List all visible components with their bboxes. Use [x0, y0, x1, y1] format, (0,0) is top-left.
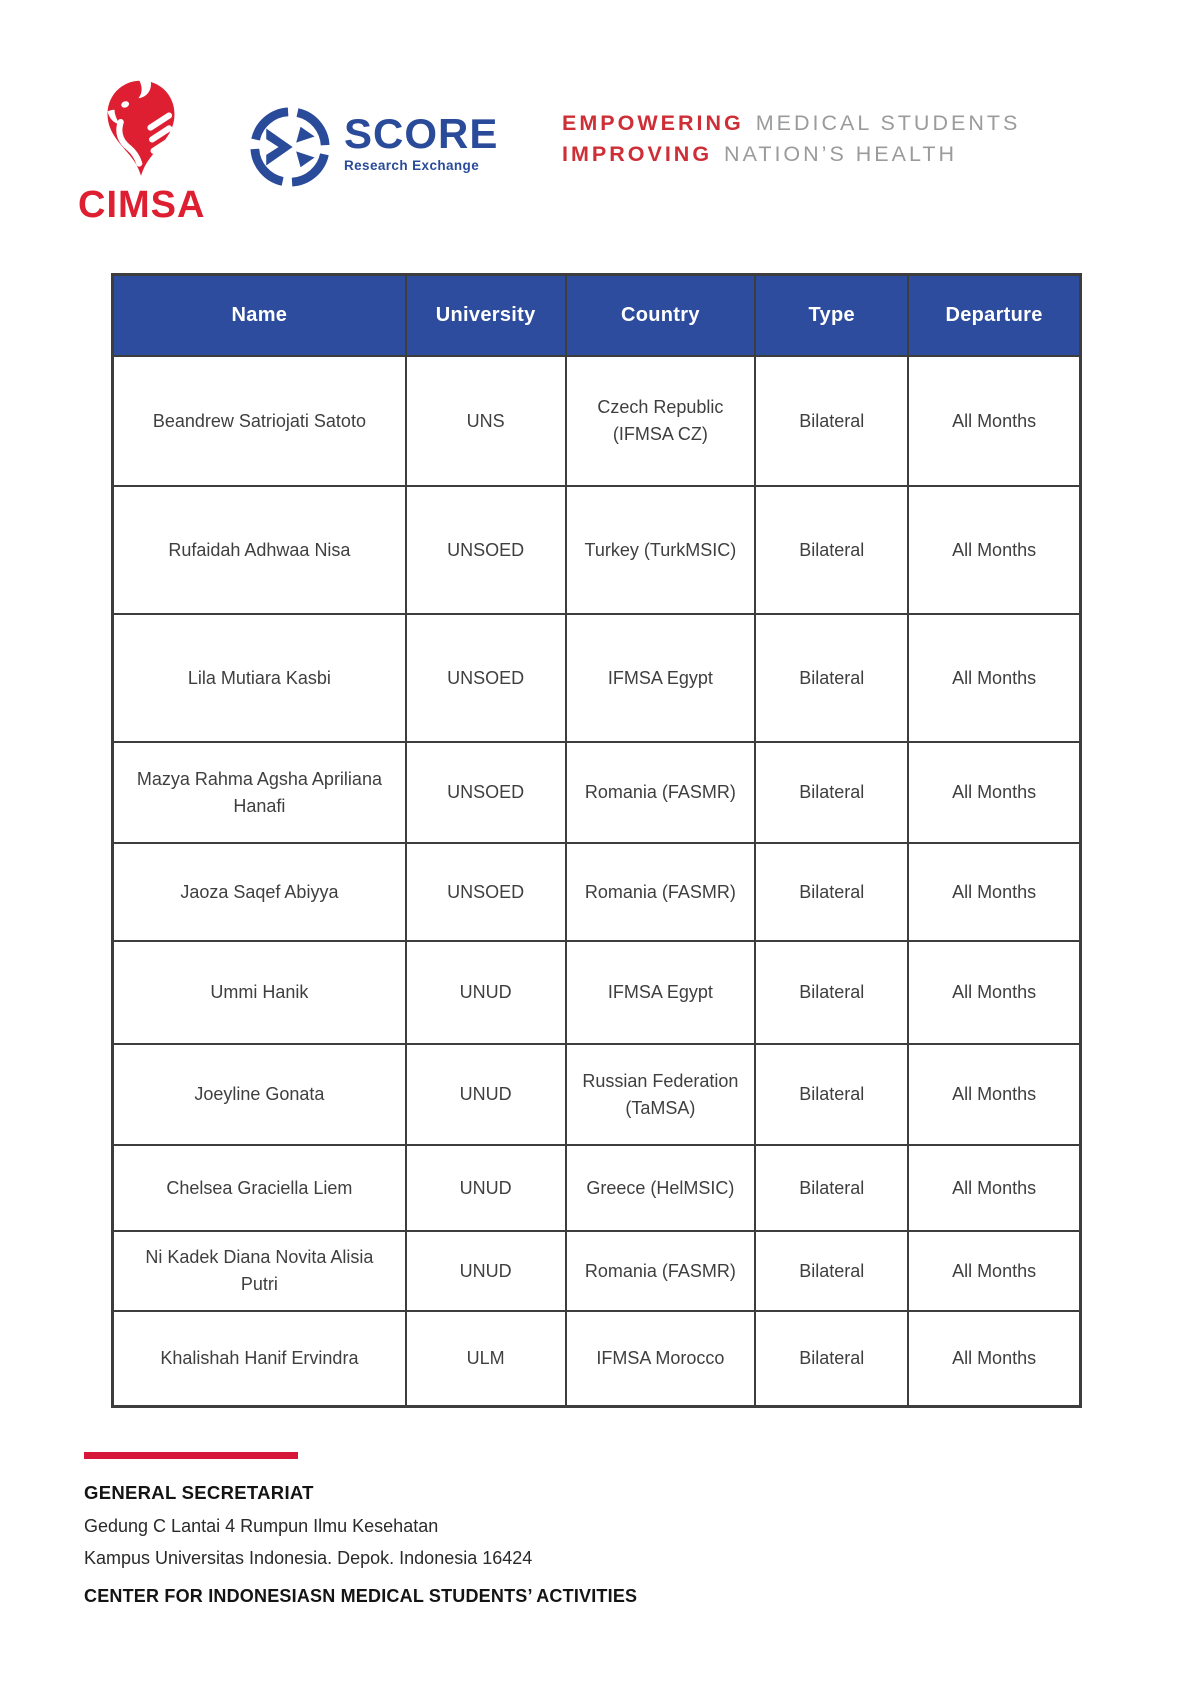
tagline: [562, 108, 1020, 170]
cell-name: Mazya Rahma Agsha Apriliana Hanafi: [113, 742, 406, 843]
cell-departure: All Months: [908, 1044, 1080, 1145]
cell-type: Bilateral: [755, 941, 908, 1044]
table-row: [113, 1145, 1081, 1231]
cell-type: Bilateral: [755, 356, 908, 486]
cell-departure: All Months: [908, 486, 1080, 614]
cell-country: IFMSA Egypt: [566, 941, 756, 1044]
cell-name: Ni Kadek Diana Novita Alisia Putri: [113, 1231, 406, 1311]
table-row: [113, 356, 1081, 486]
footer-organization: CENTER FOR INDONESIASN MEDICAL STUDENTS’ ACTIVITIES: [84, 1586, 638, 1606]
cell-country: Romania (FASMR): [566, 1231, 756, 1311]
exchange-roster-table: [111, 273, 1082, 1408]
footer-address-line-2: Kampus Universitas Indonesia. Depok. Indonesia 16424: [84, 1548, 533, 1568]
table-row: [113, 843, 1081, 941]
cell-name: Rufaidah Adhwaa Nisa: [113, 486, 406, 614]
footer-red-divider: [84, 1452, 298, 1459]
cell-country: Romania (FASMR): [566, 742, 756, 843]
cell-country: Romania (FASMR): [566, 843, 756, 941]
cell-departure: All Months: [908, 742, 1080, 843]
column-header-country: Country: [566, 275, 756, 357]
cell-type: Bilateral: [755, 614, 908, 742]
tagline-line-1: [562, 108, 1020, 139]
cell-country: Greece (HelMSIC): [566, 1145, 756, 1231]
score-subtitle: Research Exchange: [344, 158, 480, 173]
cell-departure: All Months: [908, 356, 1080, 486]
table-header-row: [113, 275, 1081, 357]
score-circle-icon: [246, 103, 334, 196]
table-row: [113, 486, 1081, 614]
cimsa-eagle-icon: [78, 78, 204, 182]
cell-university: UNSOED: [406, 843, 566, 941]
footer-heading: GENERAL SECRETARIAT: [84, 1482, 314, 1503]
table-row: [113, 742, 1081, 843]
footer-address-line-1: Gedung C Lantai 4 Rumpun Ilmu Kesehatan: [84, 1516, 439, 1536]
cell-country: IFMSA Egypt: [566, 614, 756, 742]
cell-departure: All Months: [908, 614, 1080, 742]
cell-departure: All Months: [908, 1311, 1080, 1406]
cell-university: UNSOED: [406, 742, 566, 843]
cell-university: UNS: [406, 356, 566, 486]
cell-university: UNUD: [406, 1231, 566, 1311]
cell-type: Bilateral: [755, 742, 908, 843]
score-wordmark: SCORE: [344, 110, 499, 157]
column-header-name: Name: [113, 275, 406, 357]
cell-type: Bilateral: [755, 1231, 908, 1311]
cell-name: Khalishah Hanif Ervindra: [113, 1311, 406, 1406]
cell-country: IFMSA Morocco: [566, 1311, 756, 1406]
cell-type: Bilateral: [755, 1044, 908, 1145]
column-header-departure: Departure: [908, 275, 1080, 357]
table-row: [113, 1044, 1081, 1145]
cell-name: Joeyline Gonata: [113, 1044, 406, 1145]
score-logo: [246, 103, 566, 196]
cell-name: Beandrew Satriojati Satoto: [113, 356, 406, 486]
cell-university: UNSOED: [406, 486, 566, 614]
cell-departure: All Months: [908, 1231, 1080, 1311]
tagline-rest-1: MEDICAL STUDENTS: [755, 111, 1021, 135]
table-row: [113, 1231, 1081, 1311]
cell-type: Bilateral: [755, 1311, 908, 1406]
cell-name: Lila Mutiara Kasbi: [113, 614, 406, 742]
cell-departure: All Months: [908, 1145, 1080, 1231]
cell-name: Chelsea Graciella Liem: [113, 1145, 406, 1231]
score-text: [344, 103, 498, 173]
cell-type: Bilateral: [755, 843, 908, 941]
cell-university: ULM: [406, 1311, 566, 1406]
table-row: [113, 614, 1081, 742]
cimsa-logo: [78, 78, 204, 224]
table-row: [113, 941, 1081, 1044]
cell-departure: All Months: [908, 843, 1080, 941]
table-body: [113, 356, 1081, 1406]
cell-type: Bilateral: [755, 486, 908, 614]
cell-university: UNSOED: [406, 614, 566, 742]
cell-name: Ummi Hanik: [113, 941, 406, 1044]
tagline-line-2: [562, 139, 1020, 170]
cell-country: Russian Federation (TaMSA): [566, 1044, 756, 1145]
cell-country: Czech Republic (IFMSA CZ): [566, 356, 756, 486]
cell-country: Turkey (TurkMSIC): [566, 486, 756, 614]
table-row: [113, 1311, 1081, 1406]
tagline-accent-2: IMPROVING: [562, 142, 713, 166]
cell-name: Jaoza Saqef Abiyya: [113, 843, 406, 941]
cell-departure: All Months: [908, 941, 1080, 1044]
column-header-university: University: [406, 275, 566, 357]
column-header-type: Type: [755, 275, 908, 357]
tagline-accent-1: EMPOWERING: [562, 111, 744, 135]
cell-university: UNUD: [406, 1145, 566, 1231]
cell-type: Bilateral: [755, 1145, 908, 1231]
tagline-rest-2: NATION’S HEALTH: [724, 142, 957, 166]
cell-university: UNUD: [406, 1044, 566, 1145]
cell-university: UNUD: [406, 941, 566, 1044]
cimsa-wordmark: CIMSA: [78, 184, 206, 226]
